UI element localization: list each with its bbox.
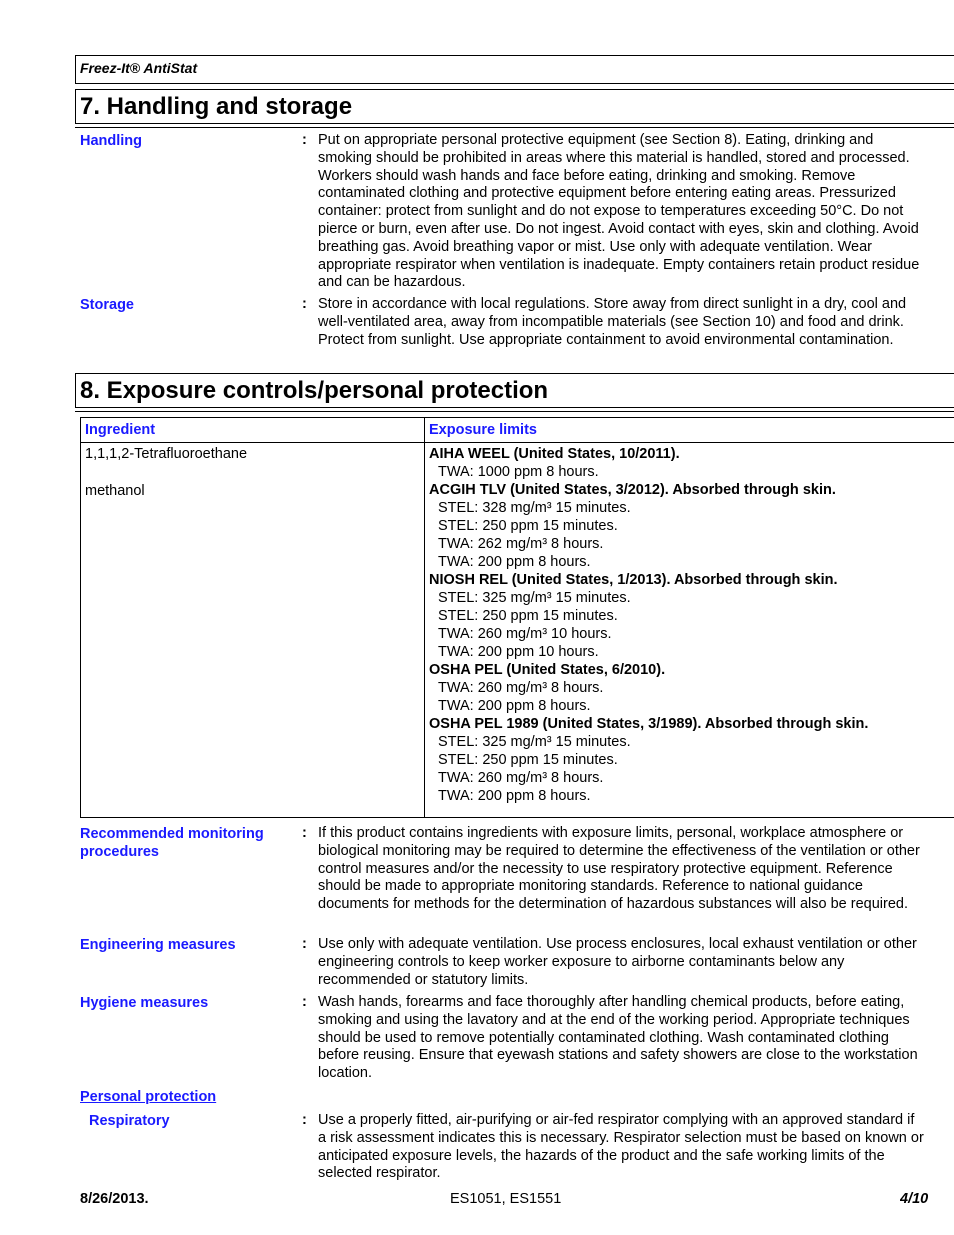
limit-source: AIHA WEEL (United States, 10/2011). xyxy=(429,446,680,462)
respiratory-text: Use a properly fitted, air-purifying or air-fed respirator complying with an approved standard if a risk assessment indicates this is necessary. Respirator selection must be based on known or anticipated exposure levels, the hazards of the product and the safe working limits of the selected respirator. xyxy=(318,1112,924,1182)
limit-value: STEL: 250 ppm 15 minutes. xyxy=(438,608,618,624)
limit-source: ACGIH TLV (United States, 3/2012). Absorbed through skin. xyxy=(429,482,836,498)
table-header-row xyxy=(81,418,954,443)
limit-value: TWA: 260 mg/m³ 8 hours. xyxy=(438,770,604,786)
respiratory-label: Respiratory xyxy=(89,1113,170,1129)
monitoring-text: If this product contains ingredients with exposure limits, personal, workplace atmosphere or biological monitoring may be required to determine the effectiveness of the ventilation or other control measures and/or the necessity to use respiratory protective equipment. Reference should be made to appropriate monitoring standards. Reference to national guidance documents for methods for the determination of hazardous substances will also be required. xyxy=(318,825,920,913)
exposure-limits-column-header: Exposure limits xyxy=(425,418,954,443)
limit-value: TWA: 200 ppm 8 hours. xyxy=(438,554,591,570)
limit-value: STEL: 250 ppm 15 minutes. xyxy=(438,518,618,534)
storage-label: Storage xyxy=(80,297,134,313)
engineering-label: Engineering measures xyxy=(80,937,236,953)
storage-colon: : xyxy=(302,296,307,312)
section-8-heading xyxy=(75,373,954,408)
ingredient-column-header: Ingredient xyxy=(81,418,425,443)
handling-colon: : xyxy=(302,132,307,148)
limit-value: TWA: 200 ppm 8 hours. xyxy=(438,698,591,714)
footer-code: ES1051, ES1551 xyxy=(450,1191,562,1207)
limit-value: STEL: 325 mg/m³ 15 minutes. xyxy=(438,590,631,606)
limit-value: STEL: 328 mg/m³ 15 minutes. xyxy=(438,500,631,516)
limit-value: TWA: 260 mg/m³ 10 hours. xyxy=(438,626,612,642)
exposure-limits-cell xyxy=(425,443,954,818)
section-7-heading xyxy=(75,89,954,124)
engineering-text: Use only with adequate ventilation. Use process enclosures, local exhaust ventilation or other engineering controls to keep worker exposure to airborne contaminants below any recommended or statutory limits. xyxy=(318,936,917,988)
limit-source: OSHA PEL (United States, 6/2010). xyxy=(429,662,666,678)
section-7-title: 7. Handling and storage xyxy=(80,93,353,120)
section-8-title: 8. Exposure controls/personal protection xyxy=(80,377,549,404)
personal-protection-label: Personal protection xyxy=(80,1089,217,1105)
ingredient-name: 1,1,1,2-Tetrafluoroethane xyxy=(85,446,248,462)
footer-date: 8/26/2013. xyxy=(80,1191,149,1207)
limit-source: OSHA PEL 1989 (United States, 3/1989). Absorbed through skin. xyxy=(429,716,869,732)
hygiene-colon: : xyxy=(302,994,307,1010)
monitoring-label: Recommended monitoring procedures xyxy=(80,826,264,860)
limit-value: TWA: 1000 ppm 8 hours. xyxy=(438,464,599,480)
limit-value: TWA: 200 ppm 8 hours. xyxy=(438,788,591,804)
product-name: Freez-It® AntiStat xyxy=(80,60,198,76)
hygiene-label: Hygiene measures xyxy=(80,995,209,1011)
limit-value: STEL: 250 ppm 15 minutes. xyxy=(438,752,618,768)
storage-text: Store in accordance with local regulations. Store away from direct sunlight in a dry, cool and well-ventilated area, away from incompatible materials (see Section 10) and food and drink. Protect from sunlight. Use appropriate containment to avoid environmental contamination. xyxy=(318,296,907,348)
monitoring-colon: : xyxy=(302,825,307,841)
ingredient-name: methanol xyxy=(85,483,145,499)
ingredient-cell xyxy=(81,443,425,818)
exposure-limits-table xyxy=(80,417,954,818)
limit-source: NIOSH REL (United States, 1/2013). Absorbed through skin. xyxy=(429,572,838,588)
limit-value: TWA: 262 mg/m³ 8 hours. xyxy=(438,536,604,552)
engineering-colon: : xyxy=(302,936,307,952)
respiratory-colon: : xyxy=(302,1112,307,1128)
footer-page-number: 4/10 xyxy=(900,1191,929,1207)
product-name-bar xyxy=(75,55,954,84)
handling-text: Put on appropriate personal protective equipment (see Section 8). Eating, drinking and smoking should be prohibited in areas where this material is handled, stored and processed. Workers should wash hands and face before eating, drinking and smoking. Remove contaminated clothing and protective equipment before entering eating areas. Pressurized container: protect from sunlight and do not expose to temperatures exceeding 50°C. Do not pierce or burn, even after use. Do not ingest. Avoid contact with eyes, skin and clothing. Avoid breathing gas. Avoid breathing vapor or mist. Use only with adequate ventilation. Wear appropriate respirator when ventilation is inadequate. Empty containers retain product residue and can be hazardous. xyxy=(318,132,920,291)
table-row xyxy=(81,443,954,818)
limit-value: TWA: 200 ppm 10 hours. xyxy=(438,644,599,660)
hygiene-text: Wash hands, forearms and face thoroughly after handling chemical products, before eating, smoking and using the lavatory and at the end of the working period. Appropriate techniques should be used to remove potentially contaminated clothing. Wash contaminated clothing before reusing. Ensure that eyewash stations and safety showers are close to the workstation location. xyxy=(318,994,918,1082)
handling-label: Handling xyxy=(80,133,143,149)
limit-value: STEL: 325 mg/m³ 15 minutes. xyxy=(438,734,631,750)
limit-value: TWA: 260 mg/m³ 8 hours. xyxy=(438,680,604,696)
